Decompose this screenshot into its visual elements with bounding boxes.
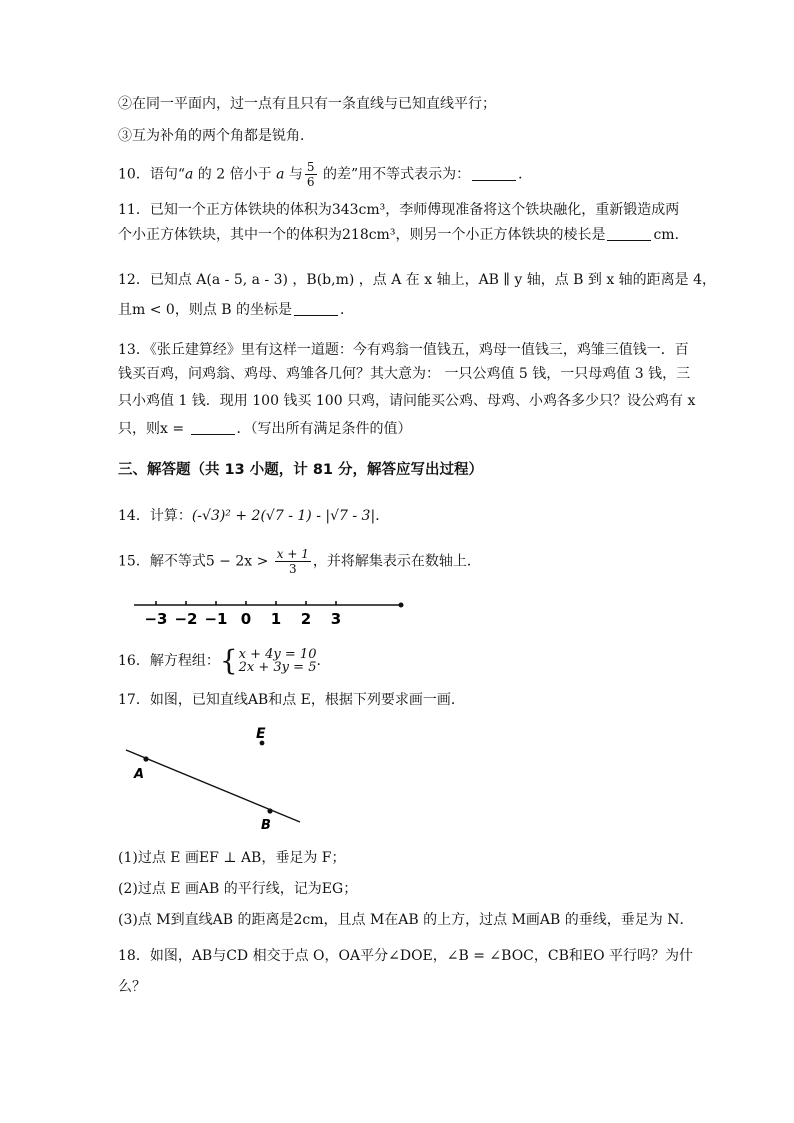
answer-blank-13[interactable] bbox=[191, 420, 235, 435]
question-12-line-1: 12．已知点 A(a - 5, a - 3) ，B(b,m) ，点 A 在 x 轴上，AB ∥ y 轴，点 B 到 x 轴的距离是 4， bbox=[118, 272, 717, 288]
answer-blank-11[interactable] bbox=[607, 226, 651, 241]
question-13-line-3: 只小鸡值 1 钱．现用 100 钱买 100 只鸡，请问能买公鸡、母鸡、小鸡各多少只？设公鸡有 x bbox=[118, 393, 696, 409]
point-b bbox=[267, 808, 272, 813]
question-17-part-3: (3)点 M到直线AB 的距离是2cm，且点 M在AB 的上方，过点 M画AB 的垂线，垂足为 N． bbox=[118, 912, 694, 928]
point-a bbox=[143, 756, 148, 761]
number-line-label: 2 bbox=[300, 610, 312, 628]
number-line[interactable] bbox=[118, 590, 418, 630]
number-line-label: −1 bbox=[204, 610, 228, 628]
question-11-line-1: 11．已知一个正方体铁块的体积为343cm³，李师傅现准备将这个铁块融化，重新锻造成两 bbox=[118, 202, 680, 218]
question-17-part-1: (1)过点 E 画EF ⊥ AB，垂足为 F； bbox=[118, 850, 346, 866]
number-line-end-dot bbox=[399, 603, 404, 608]
section-3-heading: 三、解答题（共 13 小题，计 81 分，解答应写出过程） bbox=[118, 462, 484, 478]
figure-17 bbox=[118, 718, 318, 836]
number-line-label: 1 bbox=[270, 610, 282, 628]
answer-blank-12[interactable] bbox=[294, 301, 338, 316]
question-17: 17．如图，已知直线AB和点 E，根据下列要求画一画． bbox=[118, 692, 465, 708]
expression-14: (-√3)² + 2(√7 - 1) - |√7 - 3| bbox=[191, 508, 376, 524]
answer-blank-10[interactable] bbox=[472, 166, 516, 181]
number-line-label: −2 bbox=[174, 610, 198, 628]
number-line-label: −3 bbox=[144, 610, 168, 628]
question-16: 16．解方程组： { x + 4y = 10 2x + 3y = 5 . bbox=[118, 644, 321, 677]
equation-system: { x + 4y = 10 2x + 3y = 5 bbox=[219, 644, 317, 677]
question-13-line-1: 13．《张丘建算经》里有这样一道题：今有鸡翁一值钱五，鸡母一值钱三，鸡雏三值钱一．百 bbox=[118, 342, 689, 358]
question-10: 10．语句“a 的 2 倍小于 a 与 $\frac{5}{6}$ 的差”用不等式表示为： ． bbox=[118, 160, 533, 189]
question-14: 14．计算：(-√3)² + 2(√7 - 1) - |√7 - 3|． bbox=[118, 508, 390, 524]
question-12-line-2: 且m < 0，则点 B 的坐标是 ． bbox=[118, 302, 355, 318]
label-e: E bbox=[256, 726, 266, 742]
question-18-line-2: 么？ bbox=[118, 979, 146, 995]
question-17-part-2: (2)过点 E 画AB 的平行线，记为EG； bbox=[118, 881, 358, 897]
number-line-label: 3 bbox=[330, 610, 342, 628]
label-a: A bbox=[134, 767, 145, 782]
line-ab bbox=[126, 750, 300, 822]
fraction-5-6: $\frac{5}{6}$ bbox=[306, 160, 315, 189]
label-b: B bbox=[261, 818, 271, 833]
fraction-x-plus-1-over-3: $\frac{x + 1}{3}$ bbox=[276, 547, 309, 576]
question-13-line-4: 只，则x = ．（写出所有满足条件的值） bbox=[118, 421, 412, 437]
number-line-label: 0 bbox=[240, 610, 252, 628]
statement-3: ③互为补角的两个角都是锐角． bbox=[118, 128, 314, 144]
question-15: 15．解不等式5 − 2x > $\frac{x + 1}{3}$ ，并将解集表示在数轴上． bbox=[118, 547, 481, 576]
statement-2: ②在同一平面内，过一点有且只有一条直线与已知直线平行； bbox=[118, 96, 496, 112]
question-11-line-2: 个小正方体铁块，其中一个的体积为218cm³，则另一个小正方体铁块的棱长是 cm． bbox=[118, 227, 689, 243]
question-18-line-1: 18．如图，AB与CD 相交于点 O，OA平分∠DOE，∠B = ∠BOC，CB和EO 平行吗？为什 bbox=[118, 948, 694, 964]
question-13-line-2: 钱买百鸡，问鸡翁、鸡母、鸡雏各几何？其大意为： 一只公鸡值 5 钱，一只母鸡值 3 钱，三 bbox=[118, 366, 691, 382]
